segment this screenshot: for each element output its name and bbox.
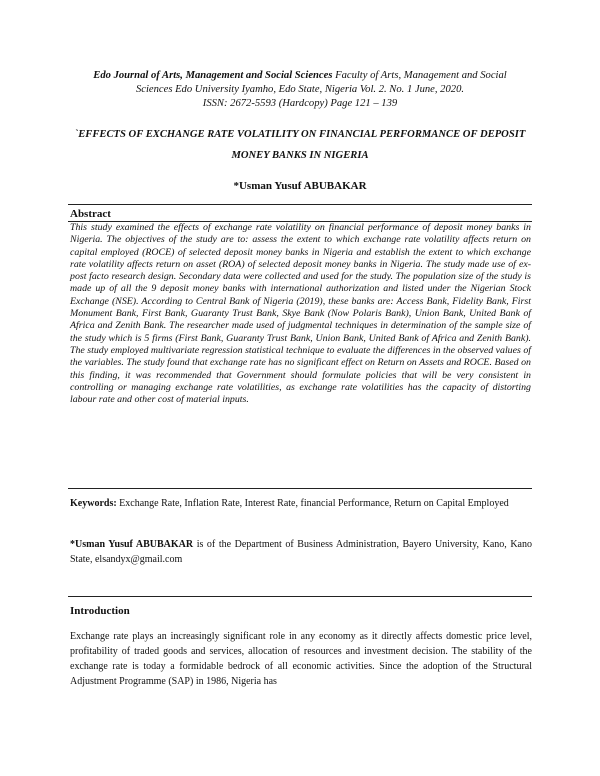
paper-title: `EFFECTS OF EXCHANGE RATE VOLATILITY ON FINANCIAL PERFORMANCE OF DEPOSIT MONEY BANKS IN NIGERIA	[74, 129, 526, 161]
author-affiliation	[70, 537, 532, 567]
affiliation-text: is of the Department of Business Administration, Bayero University, Kano, Kano State, elsandyx@gmail.com	[70, 539, 532, 565]
introduction-body: Exchange rate plays an increasingly significant role in any economy as it directly affects domestic price level, profitability of traded goods and services, allocation of resources and investment decision. The stability of the exchange rate is today a formidable bedrock of all economic activities. Since the adoption of the Structural Adjustment Programme (SAP) in 1986, Nigeria has	[70, 631, 532, 687]
abstract-top-rule	[68, 204, 532, 205]
introduction-top-rule	[68, 596, 532, 597]
abstract-heading: Abstract	[70, 208, 111, 220]
author-name: *Usman Yusuf ABUBAKAR	[233, 180, 367, 192]
journal-issn: ISSN: 2672-5593 (Hardcopy) Page 121 – 139	[202, 98, 398, 109]
abstract-body: This study examined the effects of exchange rate volatility on financial performance of deposit money banks in Nigeria. The objectives of the study are to: assess the extent to which exchange rate volatility affects return on capital employed (ROCE) of selected deposit money banks in Nigeria and establish the extent to which exchange rate volatility affects return on asset (ROA) of selected deposit money banks in Nigeria. The study made use of ex-post facto research design. Secondary data were collected and used for the study. The population size of the study is made up of all the 9 deposit money banks with international authorization and listed under the Nigerian Stock Exchange (NSE). According to Central Bank of Nigeria (2019), these banks are: Access Bank, Fidelity Bank, First Monument Bank, First Bank, Guaranty Trust Bank, Skye Bank (Now Polaris Bank), Union Bank, United Bank of Africa and Zenith Bank. The researcher made used of judgmental techniques in determination of the sample size of the study which is 5 firms (First Bank, Guaranty Trust Bank, Union Bank, United Bank of Africa and Zenith Bank). The study employed multivariate regression statistical technique to evaluate the differences in the observed values of the variables. The study found that exchange rate has no significant effect on Return on Assets and ROCE. Based on this finding, it was recommended that Government should formulate policies that will be very consistent in controlling or managing exchange rate volatilities, as exchange rate volatilities has the capacity of distorting labour rate and other cost of material inputs.	[70, 222, 531, 406]
journal-header	[80, 69, 520, 111]
keywords-text: Exchange Rate, Inflation Rate, Interest Rate, financial Performance, Return on Capital Employed	[119, 498, 509, 509]
introduction-heading: Introduction	[70, 605, 130, 617]
abstract-bottom-rule	[68, 488, 532, 489]
keywords-label: Keywords:	[70, 498, 117, 509]
affiliation-name: *Usman Yusuf ABUBAKAR	[70, 539, 194, 550]
journal-name: Edo Journal of Arts, Management and Social Sciences	[93, 70, 333, 81]
journal-faculty: Faculty of Arts, Management and Social Sciences Edo University Iyamho, Edo State, Nigeria Vol. 2. No. 1 June, 2020.	[135, 70, 507, 95]
keywords	[70, 496, 532, 511]
